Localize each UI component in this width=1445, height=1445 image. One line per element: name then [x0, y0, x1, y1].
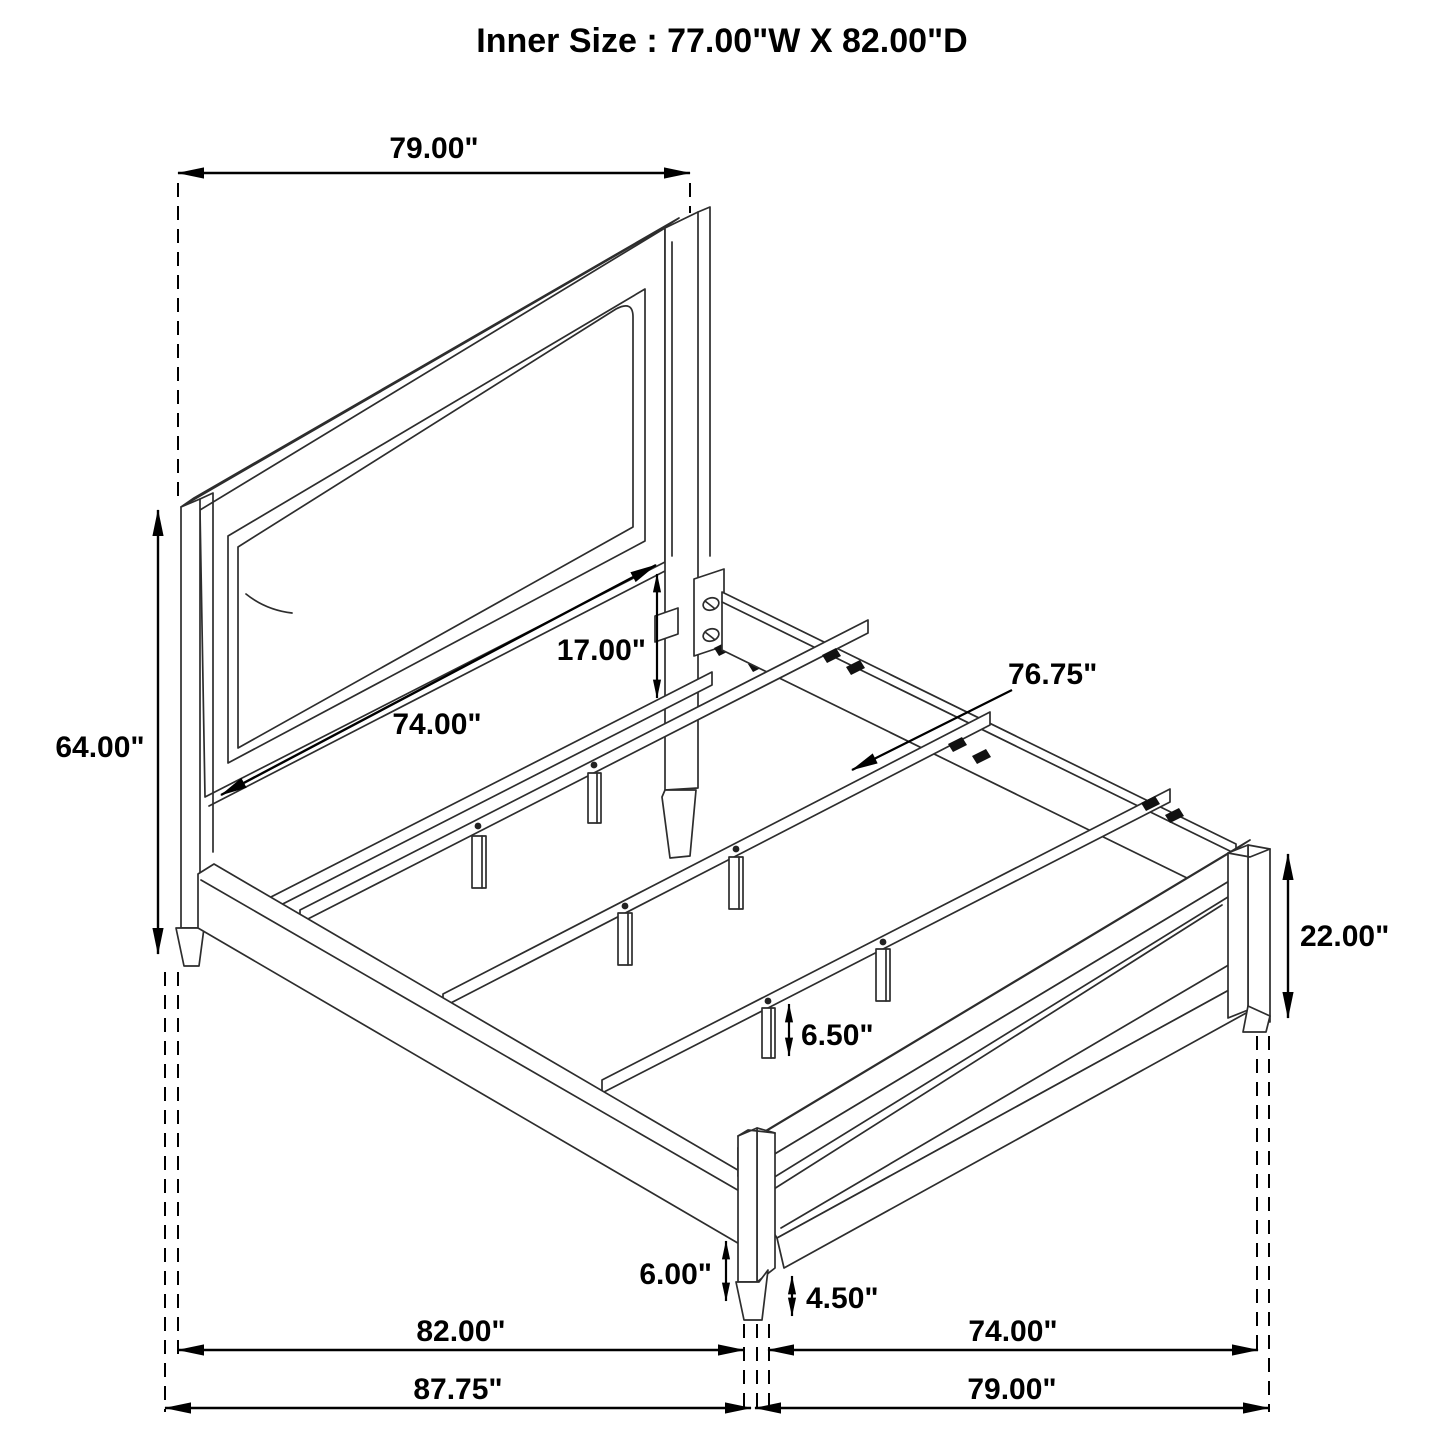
screw-hole	[765, 998, 772, 1005]
dim-slat-leg-height	[789, 1004, 874, 1056]
back-side-rail	[722, 592, 1236, 902]
headboard-right-foot	[662, 790, 696, 858]
slat-leg	[618, 913, 632, 965]
screw-hole	[591, 762, 598, 769]
screw-hole	[880, 939, 887, 946]
svg-text:79.00": 79.00"	[389, 132, 479, 165]
dim-headboard-height	[55, 510, 158, 954]
screw-hole	[622, 903, 629, 910]
headboard-left-foot	[176, 928, 204, 966]
svg-text:87.75": 87.75"	[413, 1373, 503, 1406]
svg-text:74.00": 74.00"	[968, 1315, 1058, 1348]
dim-overall-width	[755, 1373, 1269, 1408]
slat-leg	[876, 949, 890, 1001]
dim-rail-clearance	[639, 1241, 726, 1301]
dim-footboard-height	[1288, 854, 1389, 1018]
svg-text:76.75": 76.75"	[1008, 658, 1098, 691]
dim-footboard-inner-width	[768, 1315, 1258, 1350]
svg-text:4.50": 4.50"	[806, 1282, 879, 1315]
slat-leg	[472, 836, 486, 888]
footboard	[736, 840, 1270, 1320]
svg-text:74.00": 74.00"	[392, 708, 482, 741]
diagram-title: Inner Size : 77.00"W X 82.00"D	[476, 22, 968, 60]
svg-text:17.00": 17.00"	[556, 634, 646, 667]
svg-text:79.00": 79.00"	[967, 1373, 1057, 1406]
svg-text:22.00": 22.00"	[1300, 920, 1390, 953]
front-side-rail	[198, 864, 760, 1256]
slat-leg	[588, 773, 601, 823]
headboard-right-post	[662, 207, 710, 858]
headboard-bracket	[694, 569, 724, 656]
footboard-left-post	[736, 1128, 775, 1320]
svg-text:6.50": 6.50"	[801, 1019, 874, 1052]
svg-text:82.00": 82.00"	[416, 1315, 506, 1348]
dim-overall-depth	[165, 1373, 751, 1408]
footboard-right-post	[1228, 845, 1270, 1032]
screw-hole	[475, 823, 482, 830]
svg-text:6.00": 6.00"	[639, 1258, 712, 1291]
headboard	[176, 207, 724, 966]
screw-hole	[733, 846, 740, 853]
slat-rail-2	[443, 712, 991, 1007]
dim-footboard-clearance	[792, 1276, 879, 1316]
dim-inner-depth	[178, 1315, 744, 1350]
svg-text:64.00": 64.00"	[55, 731, 145, 764]
slat-leg	[762, 1008, 775, 1058]
slat-leg	[729, 857, 743, 909]
